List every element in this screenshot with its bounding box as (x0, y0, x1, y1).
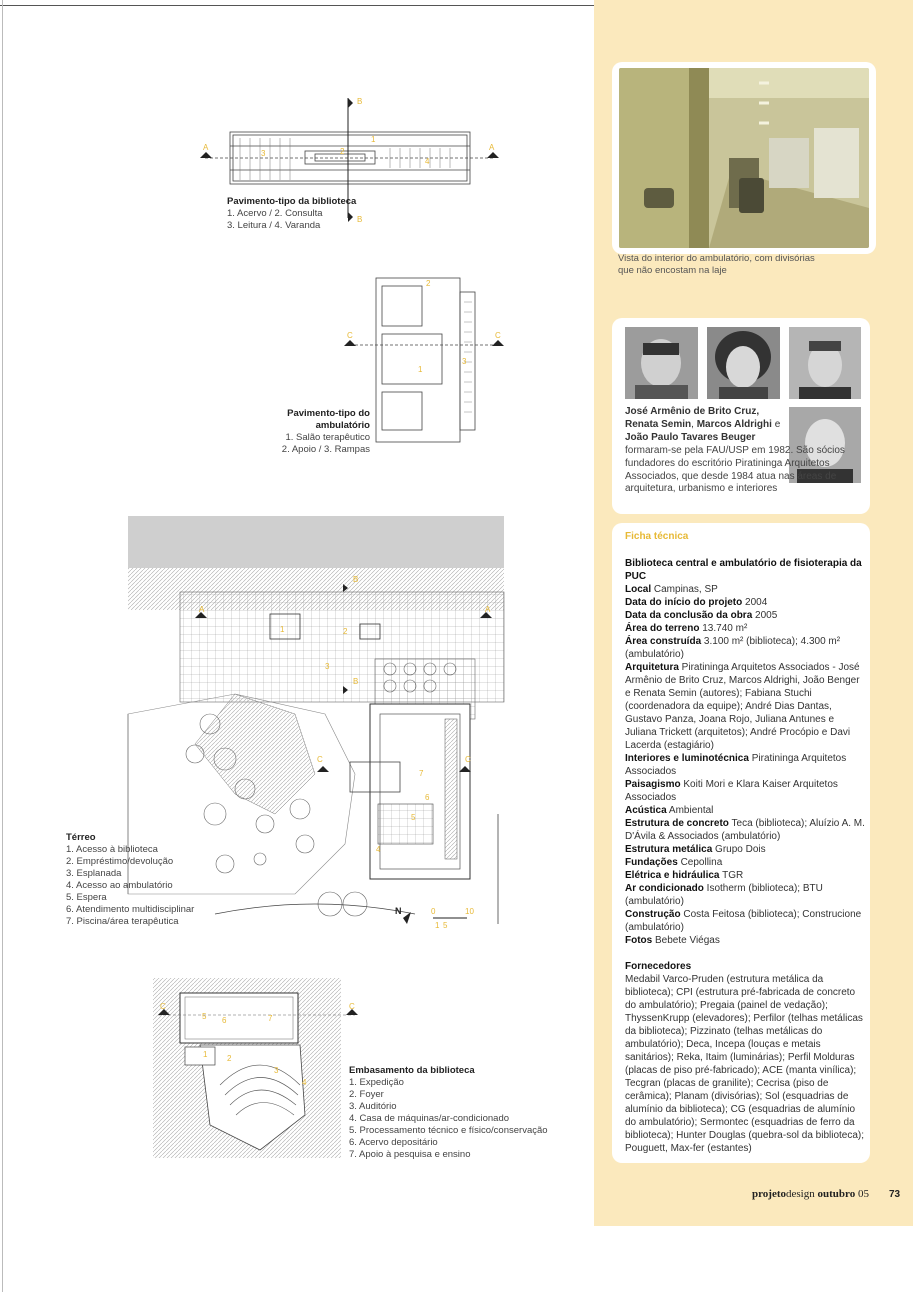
ficha-entry-value: Koiti Mori e Klara Kaiser Arquitetos Associados (625, 779, 838, 803)
brand-bold: projeto (752, 1188, 787, 1200)
ficha-entry-value: 2004 (742, 597, 768, 608)
ficha-entries (625, 583, 865, 947)
ficha-entry-value: Ambiental (666, 805, 714, 816)
caption-item: 6. Acervo depositário (349, 1137, 438, 1148)
label-1: 1 (280, 625, 285, 634)
ficha-tecnica (625, 530, 865, 1155)
caption-item: 7. Apoio à pesquisa e ensino (349, 1149, 471, 1160)
ficha-entry (625, 778, 865, 804)
label-2: 2 (426, 279, 431, 288)
label-1: 1 (371, 135, 376, 144)
ficha-entry-value: Grupo Dois (712, 844, 766, 855)
ficha-entry (625, 804, 865, 817)
caption-title: Pavimento-tipo do ambulatório (287, 408, 370, 431)
label-4: 4 (302, 1078, 307, 1087)
author-names: Renata Semin (625, 418, 692, 430)
ficha-entry (625, 583, 865, 596)
photo-caption (618, 253, 868, 277)
ficha-entry-key: Estrutura metálica (625, 844, 713, 855)
label-b: B (353, 677, 359, 686)
ficha-entry-value: Campinas, SP (651, 584, 718, 595)
ficha-entry (625, 882, 865, 908)
ficha-entry-key: Fundações (625, 857, 678, 868)
label-3: 3 (325, 662, 330, 671)
scale-0: 0 (431, 907, 436, 916)
caption-biblioteca-tipo (227, 196, 357, 232)
label-a: A (489, 143, 495, 152)
label-b: B (353, 575, 359, 584)
label-3: 3 (274, 1066, 279, 1075)
author-conj: e (774, 418, 781, 430)
caption-item: 1. Acesso à biblioteca (66, 844, 158, 855)
label-a: A (199, 605, 205, 614)
footer-year: 05 (857, 1188, 869, 1200)
ficha-entry-key: Paisagismo (625, 779, 681, 790)
label-c: C (495, 331, 501, 340)
label-6: 6 (222, 1016, 227, 1025)
ficha-entry (625, 635, 865, 661)
caption-line: 1. Salão terapêutico (285, 432, 370, 443)
caption-title: Térreo (66, 832, 96, 843)
ficha-entry-key: Fotos (625, 935, 653, 946)
caption-terreo (66, 832, 226, 928)
label-c: C (465, 755, 471, 764)
ficha-entry (625, 609, 865, 622)
ficha-entry (625, 752, 865, 778)
ficha-entry-key: Interiores e luminotécnica (625, 753, 749, 764)
author-names: José Armênio de Brito Cruz, (625, 406, 760, 417)
caption-item: 2. Foyer (349, 1089, 384, 1100)
label-1: 1 (203, 1050, 208, 1059)
footer-brand (752, 1188, 869, 1200)
top-rule (0, 5, 600, 6)
caption-item: 1. Expedição (349, 1077, 404, 1088)
ficha-entry-value: TGR (719, 870, 744, 881)
caption-line: 3. Leitura / 4. Varanda (227, 220, 321, 231)
label-4: 4 (425, 157, 430, 166)
north-label: N (395, 906, 402, 916)
ficha-entry-value: Costa Feitosa (biblioteca); Construcione (ambulatório) (625, 909, 862, 933)
caption-title: Pavimento-tipo da biblioteca (227, 196, 357, 207)
ficha-entry-value: 3.100 m² (biblioteca); 4.300 m² (ambulatório) (625, 636, 841, 660)
authors-bio: formaram-se pela FAU/USP em 1982. São sócios fundadores do escritório Piratininga Arquitetos Associados, que desde 1984 atua nas áreas de arquitetura, urbanismo e interiores (625, 445, 845, 495)
ficha-entry-key: Data da conclusão da obra (625, 610, 753, 621)
label-3: 3 (261, 149, 266, 158)
label-5: 5 (411, 813, 416, 822)
ficha-entry-value: Cepollina (677, 857, 723, 868)
label-a: A (485, 605, 491, 614)
ficha-entry-value: Isotherm (biblioteca); BTU (ambulatório) (625, 883, 823, 907)
label-1: 1 (418, 365, 423, 374)
label-c: C (347, 331, 353, 340)
fornecedores-text: Medabil Varco-Pruden (estrutura metálica da biblioteca); CPI (estrutura pré-fabricada de concreto do ambulatório); Pregaia (painel de vedação); ThyssenKrupp (elevadores); Perfilor (telhas metálicas da biblioteca); Pizzinato (telhas metálicas do ambulatório); Deca, Incepa (louças e metais sanitários); Reka, Itaim (luminárias); Perfil Molduras (placas de piso pré-fabricado); ACE (manta vinílica); Tecgran (placas de granilite); Cecrisa (piso de cerâmica); Planam (divisórias); Sol (esquadrias de alumínio da biblioteca); CG (esquadrias de alumínio do ambulatório); Sermontec (esquadrias de ferro da biblioteca); Hunter Douglas (quebra-sol da biblioteca); Pouguett, Max-fer (estantes) (625, 974, 865, 1154)
ficha-entry (625, 869, 865, 882)
ficha-entry (625, 622, 865, 635)
ficha-entry-value: 13.740 m² (699, 623, 748, 634)
caption-item: 5. Espera (66, 892, 107, 903)
plan-embasamento (150, 975, 365, 1165)
ficha-entry-key: Elétrica e hidráulica (625, 870, 720, 881)
caption-line: que não encostam na laje (618, 265, 727, 276)
ficha-entry-key: Estrutura de concreto (625, 818, 729, 829)
label-a: A (203, 143, 209, 152)
label-6: 6 (425, 793, 430, 802)
ficha-entry (625, 856, 865, 869)
north-arrow-icon (403, 912, 411, 924)
label-b: B (357, 215, 363, 224)
ficha-entry-key: Área construída (625, 636, 702, 647)
label-4: 4 (376, 845, 381, 854)
ficha-entry-key: Ar condicionado (625, 883, 704, 894)
ficha-title: Biblioteca central e ambulatório de fisioterapia da PUC (625, 558, 862, 582)
caption-title: Embasamento da biblioteca (349, 1065, 475, 1076)
authors-text: José Armênio de Brito Cruz, Renata Semin, Marcos Aldrighi e João Paulo Tavares Beuger (625, 406, 781, 443)
scale-1: 1 (435, 921, 440, 930)
ficha-entry-value: Piratininga Arquitetos Associados (625, 753, 847, 777)
portrait-photo (789, 327, 861, 399)
caption-item: 2. Empréstimo/devolução (66, 856, 174, 867)
ficha-entry-key: Local (625, 584, 652, 595)
caption-item: 7. Piscina/área terapêutica (66, 916, 179, 927)
label-2: 2 (227, 1054, 232, 1063)
label-7: 7 (268, 1014, 273, 1023)
caption-line: 2. Apoio / 3. Rampas (281, 444, 370, 455)
scale-10: 10 (465, 907, 474, 916)
ficha-entry (625, 934, 865, 947)
ficha-entry-value: Teca (biblioteca); Aluízio A. M. D'Ávila & Associados (ambulatório) (625, 818, 865, 842)
label-7: 7 (419, 769, 424, 778)
ficha-entry-key: Construção (625, 909, 681, 920)
caption-item: 6. Atendimento multidisciplinar (66, 904, 195, 915)
brand-regular: design (786, 1188, 815, 1200)
ficha-entry (625, 661, 865, 752)
caption-embasamento (349, 1065, 569, 1161)
label-5: 5 (202, 1012, 207, 1021)
ficha-heading: Ficha técnica (625, 531, 689, 542)
ficha-entry-value: Piratininga Arquitetos Associados - José Armênio de Brito Cruz, Marcos Aldrighi, João Benger e Renata Semin (autores); Fabiana Stuchi (coordenadora da equipe); André Dias Dantas, Gustavo Panza, Joana Rojo, Juliana Antunes e Juliana Trickett (arquitetos); André Procópio e Davi Lacerda (estagiário) (625, 662, 860, 751)
page-number: 73 (889, 1189, 901, 1200)
ficha-entry-key: Acústica (625, 805, 667, 816)
caption-item: 4. Casa de máquinas/ar-condicionado (349, 1113, 510, 1124)
author-names: João Paulo Tavares Beuger (625, 431, 756, 443)
ficha-entry-value: Bebete Viégas (652, 935, 720, 946)
caption-item: 5. Processamento técnico e físico/conservação (349, 1125, 548, 1136)
ficha-entry (625, 596, 865, 609)
label-c: C (349, 1002, 355, 1011)
caption-line: 1. Acervo / 2. Consulta (227, 208, 323, 219)
portrait-photo (707, 327, 780, 399)
ficha-entry (625, 908, 865, 934)
portrait-photo (625, 327, 698, 399)
ficha-entry-key: Área do terreno (625, 623, 700, 634)
ficha-entry-value: 2005 (752, 610, 778, 621)
ficha-entry (625, 843, 865, 856)
caption-item: 3. Esplanada (66, 868, 122, 879)
caption-item: 3. Auditório (349, 1101, 397, 1112)
footer-month: outubro (817, 1188, 856, 1200)
caption-ambulatorio-tipo (232, 408, 370, 456)
binding-edge (2, 0, 3, 1292)
caption-line: Vista do interior do ambulatório, com divisórias (618, 253, 815, 264)
label-3: 3 (462, 357, 467, 366)
label-c: C (317, 755, 323, 764)
author-names: Marcos Aldrighi (696, 418, 772, 430)
scale-5: 5 (443, 921, 448, 930)
ficha-entry (625, 817, 865, 843)
ficha-entry-key: Data do início do projeto (625, 597, 743, 608)
label-b: B (357, 97, 363, 106)
label-2: 2 (340, 147, 345, 156)
caption-item: 4. Acesso ao ambulatório (66, 880, 173, 891)
label-c: C (160, 1002, 166, 1011)
ficha-entry-key: Arquitetura (625, 662, 679, 673)
fornecedores-heading: Fornecedores (625, 961, 692, 972)
label-2: 2 (343, 627, 348, 636)
interior-photo (619, 68, 869, 248)
